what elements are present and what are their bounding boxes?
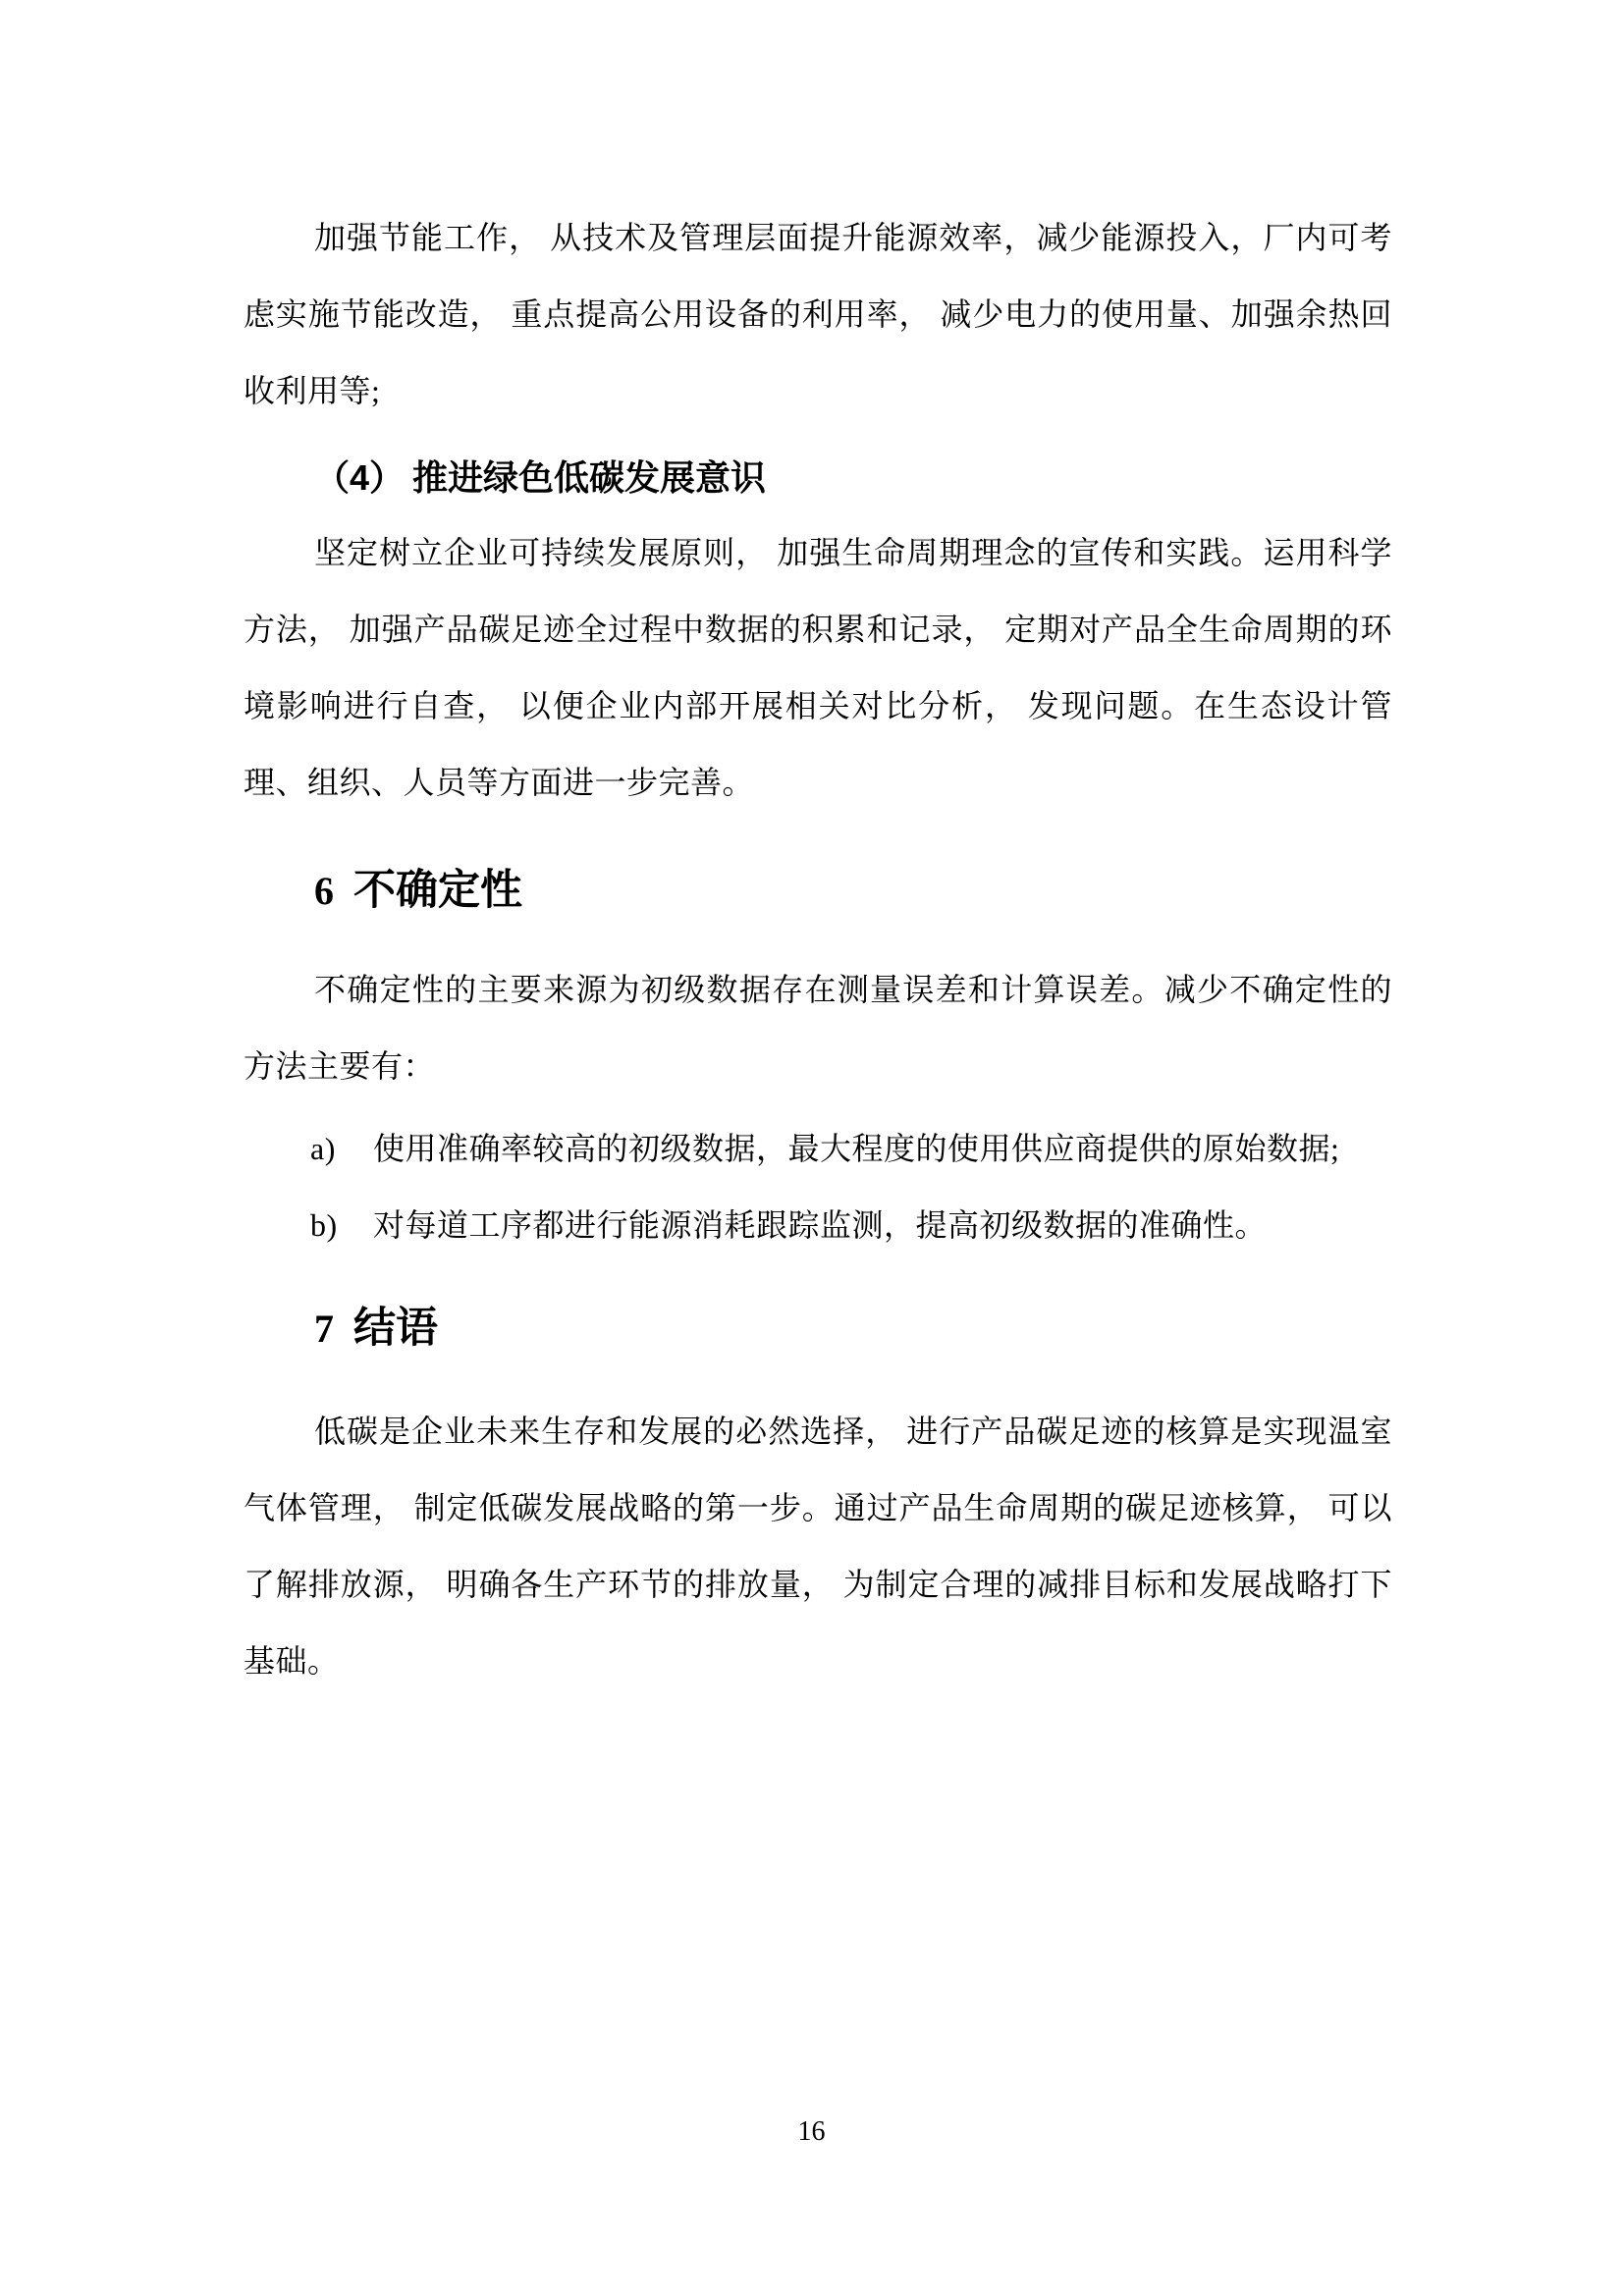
page-number: 16	[797, 2116, 826, 2147]
list-item-a	[243, 1110, 1392, 1187]
paragraph-conclusion: 低碳是企业未来生存和发展的必然选择， 进行产品碳足迹的核算是实现温室气体管理， 制定低碳发展战略的第一步。通过产品生命周期的碳足迹核算， 可以了解排放源， 明确各生产环节的排放量， 为制定合理的减排目标和发展战略打下基础。	[243, 1414, 1392, 1679]
list-item-b-text: 对每道工序都进行能源消耗跟踪监测，提高初级数据的准确性。	[373, 1207, 1268, 1243]
heading-green-awareness-title: 推进绿色低碳发展意识	[412, 457, 767, 498]
heading-conclusion	[243, 1294, 1392, 1363]
list-item-b	[243, 1187, 1392, 1263]
list-item-a-marker: a)	[310, 1131, 336, 1166]
heading-green-awareness	[243, 449, 1392, 507]
heading-conclusion-number: 7	[314, 1307, 334, 1351]
paragraph-uncertainty: 不确定性的主要来源为初级数据存在测量误差和计算误差。减少不确定性的方法主要有：	[243, 972, 1392, 1084]
heading-green-awareness-number: （4）	[314, 457, 406, 498]
heading-uncertainty-number: 6	[314, 869, 334, 913]
document-text-block	[243, 0, 1392, 1699]
paragraph-green-awareness: 坚定树立企业可持续发展原则， 加强生命周期理念的宣传和实践。运用科学方法， 加强产品碳足迹全过程中数据的积累和记录， 定期对产品全生命周期的环境影响进行自查， 以便企业内部开展相关对比分析， 发现问题。在生态设计管理、组织、人员等方面进一步完善。	[243, 535, 1392, 800]
list-item-b-marker: b)	[310, 1207, 338, 1243]
heading-uncertainty	[243, 856, 1392, 926]
paragraph-energy-saving: 加强节能工作， 从技术及管理层面提升能源效率，减少能源投入，厂内可考虑实施节能改造， 重点提高公用设备的利用率， 减少电力的使用量、加强余热回收利用等;	[243, 220, 1392, 408]
heading-uncertainty-title: 不确定性	[353, 867, 522, 914]
list-item-a-text: 使用准确率较高的初级数据，最大程度的使用供应商提供的原始数据;	[373, 1131, 1340, 1166]
heading-conclusion-title: 结语	[353, 1305, 438, 1352]
